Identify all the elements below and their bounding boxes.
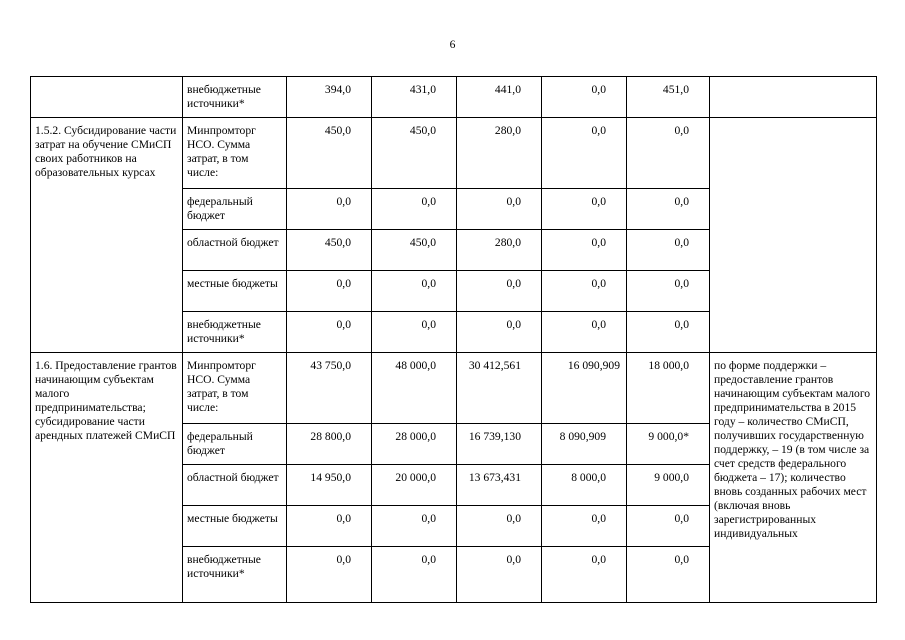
value-cell: 0,0	[542, 271, 627, 312]
funding-source: местные бюджеты	[183, 271, 287, 312]
funding-source: областной бюджет	[183, 465, 287, 506]
value-cell: 8 090,909	[542, 424, 627, 465]
table-row	[31, 353, 877, 424]
funding-source: Минпромторг НСО. Сумма затрат, в том числе:	[183, 118, 287, 189]
value-cell: 0,0	[627, 271, 710, 312]
value-cell: 9 000,0*	[627, 424, 710, 465]
value-cell: 0,0	[287, 271, 372, 312]
value-cell: 0,0	[287, 312, 372, 353]
value-cell: 0,0	[457, 271, 542, 312]
outcome-note: по форме поддержки – предоставление грантов начинающим субъектам малого предпринимательства в 2015 году – количество СМиСП, получивших государственную поддержку, – 19 (в том числе за счет средств федерального бюджета – 17); количество вновь созданных рабочих мест (включая вновь зарегистрированных индивидуальных	[710, 353, 877, 603]
empty-measure-cell	[31, 77, 183, 118]
measure-description: 1.6. Предоставление грантов начинающим субъектам малого предпринимательства; субсидирование части арендных платежей СМиСП	[31, 353, 183, 603]
value-cell: 394,0	[287, 77, 372, 118]
value-cell: 0,0	[287, 506, 372, 547]
value-cell: 280,0	[457, 230, 542, 271]
value-cell: 16 090,909	[542, 353, 627, 424]
value-cell: 450,0	[287, 118, 372, 189]
value-cell: 48 000,0	[372, 353, 457, 424]
funding-source: внебюджетные источники*	[183, 547, 287, 603]
value-cell: 0,0	[457, 312, 542, 353]
value-cell: 30 412,561	[457, 353, 542, 424]
value-cell: 0,0	[457, 547, 542, 603]
value-cell: 0,0	[542, 118, 627, 189]
value-cell: 0,0	[542, 189, 627, 230]
value-cell: 28 000,0	[372, 424, 457, 465]
value-cell: 0,0	[372, 312, 457, 353]
table-row	[31, 77, 877, 118]
value-cell: 431,0	[372, 77, 457, 118]
value-cell: 0,0	[627, 506, 710, 547]
value-cell: 0,0	[372, 506, 457, 547]
funding-source: местные бюджеты	[183, 506, 287, 547]
value-cell: 0,0	[627, 189, 710, 230]
value-cell: 0,0	[372, 271, 457, 312]
table-row	[31, 118, 877, 189]
value-cell: 20 000,0	[372, 465, 457, 506]
funding-source: внебюджетные источники*	[183, 77, 287, 118]
budget-table	[30, 76, 877, 603]
value-cell: 451,0	[627, 77, 710, 118]
value-cell: 43 750,0	[287, 353, 372, 424]
funding-source: федеральный бюджет	[183, 424, 287, 465]
funding-source: внебюджетные источники*	[183, 312, 287, 353]
value-cell: 0,0	[287, 547, 372, 603]
value-cell: 18 000,0	[627, 353, 710, 424]
value-cell: 0,0	[627, 312, 710, 353]
empty-note-cell	[710, 77, 877, 118]
value-cell: 13 673,431	[457, 465, 542, 506]
value-cell: 0,0	[372, 189, 457, 230]
value-cell: 450,0	[372, 118, 457, 189]
value-cell: 9 000,0	[627, 465, 710, 506]
funding-source: Минпромторг НСО. Сумма затрат, в том числе:	[183, 353, 287, 424]
value-cell: 8 000,0	[542, 465, 627, 506]
empty-note-cell	[710, 118, 877, 353]
value-cell: 450,0	[372, 230, 457, 271]
value-cell: 0,0	[542, 312, 627, 353]
value-cell: 0,0	[542, 230, 627, 271]
value-cell: 0,0	[542, 77, 627, 118]
measure-description: 1.5.2. Субсидирование части затрат на обучение СМиСП своих работников на образовательных курсах	[31, 118, 183, 353]
value-cell: 0,0	[457, 189, 542, 230]
value-cell: 441,0	[457, 77, 542, 118]
value-cell: 280,0	[457, 118, 542, 189]
value-cell: 16 739,130	[457, 424, 542, 465]
funding-source: областной бюджет	[183, 230, 287, 271]
value-cell: 0,0	[627, 230, 710, 271]
value-cell: 28 800,0	[287, 424, 372, 465]
value-cell: 0,0	[542, 547, 627, 603]
value-cell: 0,0	[627, 547, 710, 603]
value-cell: 0,0	[457, 506, 542, 547]
funding-source: федеральный бюджет	[183, 189, 287, 230]
value-cell: 450,0	[287, 230, 372, 271]
value-cell: 0,0	[542, 506, 627, 547]
value-cell: 14 950,0	[287, 465, 372, 506]
value-cell: 0,0	[627, 118, 710, 189]
value-cell: 0,0	[287, 189, 372, 230]
value-cell: 0,0	[372, 547, 457, 603]
page-number: 6	[449, 38, 456, 51]
